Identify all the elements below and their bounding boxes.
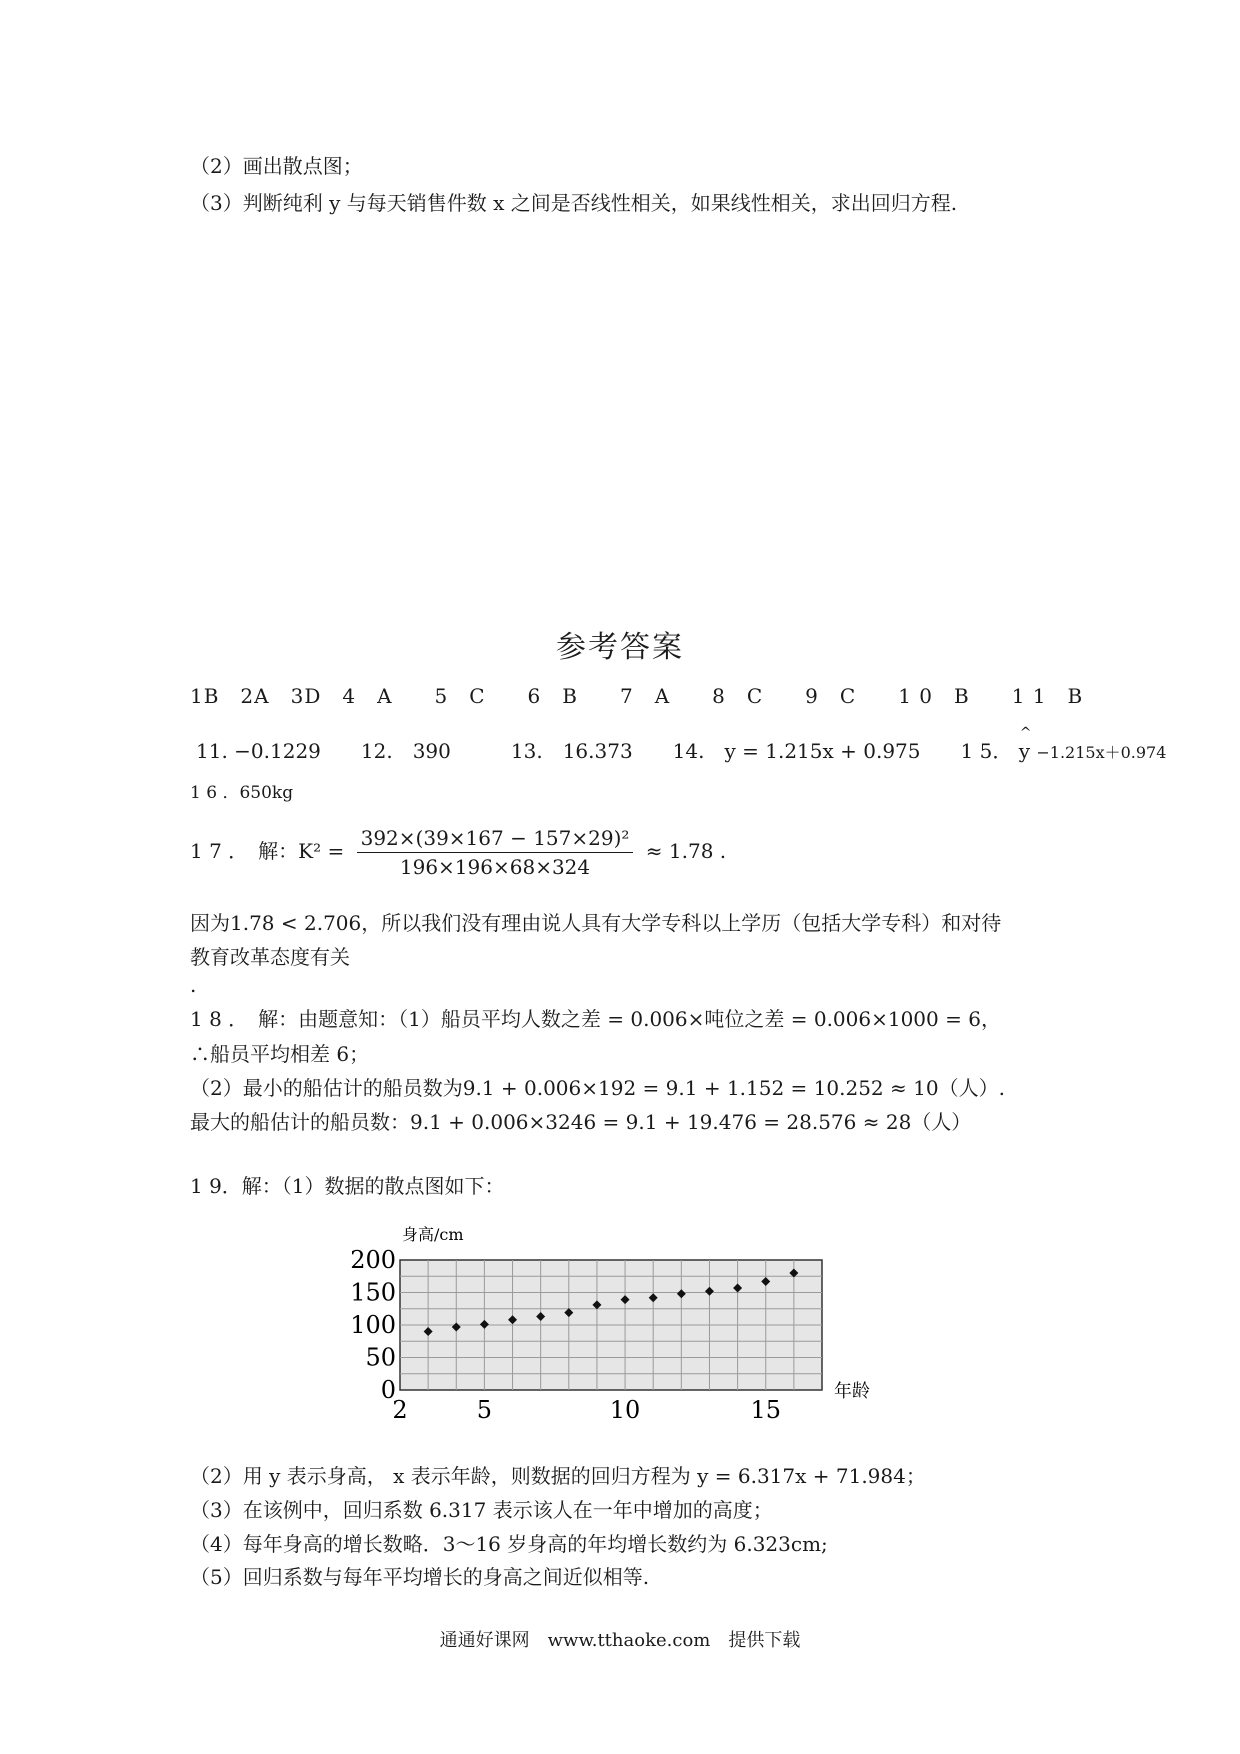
question-part3: （3）判断纯利 y 与每天销售件数 x 之间是否线性相关，如果线性相关，求出回归方程. [190, 191, 958, 215]
q17-formula [190, 826, 726, 879]
q19-line3: （3）在该例中，回归系数 6.317 表示该人在一年中增加的高度； [190, 1498, 773, 1522]
height-age-scatter-chart [340, 1225, 880, 1425]
q19-line4: （4）每年身高的增长数略．3～16 岁身高的年均增长数约为 6.323cm; [190, 1532, 828, 1556]
choice-answers: 1B 2A 3D 4 A 5 C 6 B 7 A 8 C 9 C 1 0 B 1 1 B [190, 684, 1084, 708]
x-tick-label: 15 [750, 1396, 782, 1424]
q19-line5: （5）回归系数与每年平均增长的身高之间近似相等. [190, 1565, 650, 1589]
q19-line2: （2）用 y 表示身高， x 表示年龄，则数据的回归方程为 y = 6.317x + 71.984； [190, 1464, 926, 1488]
fill-answers-b: −1.215x＋0.974 [1036, 743, 1167, 762]
q18-line4: 最大的船估计的船员数：9.1 + 0.006×3246 = 9.1 + 19.476 = 28.576 ≈ 28（人） [190, 1110, 972, 1134]
answers-title: 参考答案 [556, 630, 684, 665]
q17-line2: 因为1.78 < 2.706，所以我们没有理由说人具有大学专科以上学历（包括大学专科）和对待 [190, 911, 1002, 935]
fill-answers [196, 735, 1166, 764]
q17-line3: 教育改革态度有关 [190, 945, 350, 969]
q17-prefix: 1 7 ． 解：K² = [190, 839, 345, 863]
q18-line2: ∴船员平均相差 6； [190, 1042, 370, 1066]
y-tick-label: 0 [380, 1376, 396, 1404]
chart-grid [400, 1260, 822, 1390]
chart-ylabel: 身高/cm [402, 1225, 464, 1244]
q17-line4: . [190, 973, 197, 997]
chart-xlabel: 年龄 [834, 1381, 870, 1402]
y-tick-label: 150 [350, 1278, 396, 1307]
y-tick-label: 200 [350, 1246, 396, 1274]
footer: 通通好课网 www.tthaoke.com 提供下载 [439, 1630, 801, 1651]
x-tick-label: 2 [392, 1396, 408, 1424]
q18-line1: 1 8 ． 解：由题意知：（1）船员平均人数之差 = 0.006×吨位之差 = 0.006×1000 = 6， [190, 1007, 1001, 1031]
y-tick-label: 50 [365, 1343, 396, 1372]
q17-numerator: 392×(39×167 − 157×29)² [357, 826, 634, 853]
q18-line3: （2）最小的船估计的船员数为9.1 + 0.006×192 = 9.1 + 1.152 = 10.252 ≈ 10（人）. [190, 1076, 1005, 1100]
q17-fraction [357, 826, 634, 879]
fill-answer-16: 1 6 ．650kg [190, 783, 294, 803]
q17-suffix: ≈ 1.78 . [645, 839, 727, 863]
x-tick-label: 10 [609, 1396, 641, 1424]
x-tick-label: 5 [476, 1396, 493, 1424]
fill-answers-a: 11. −0.1229 12. 390 13. 16.373 14. y = 1.215x + 0.975 1 5． [196, 739, 1013, 763]
q17-denominator: 196×196×68×324 [399, 855, 591, 879]
y-tick-label: 100 [350, 1311, 396, 1339]
question-part2: （2）画出散点图； [190, 154, 363, 178]
y-hat-symbol: ^ y [1019, 739, 1030, 763]
q19-line1: 1 9．解：（1）数据的散点图如下： [190, 1174, 505, 1198]
